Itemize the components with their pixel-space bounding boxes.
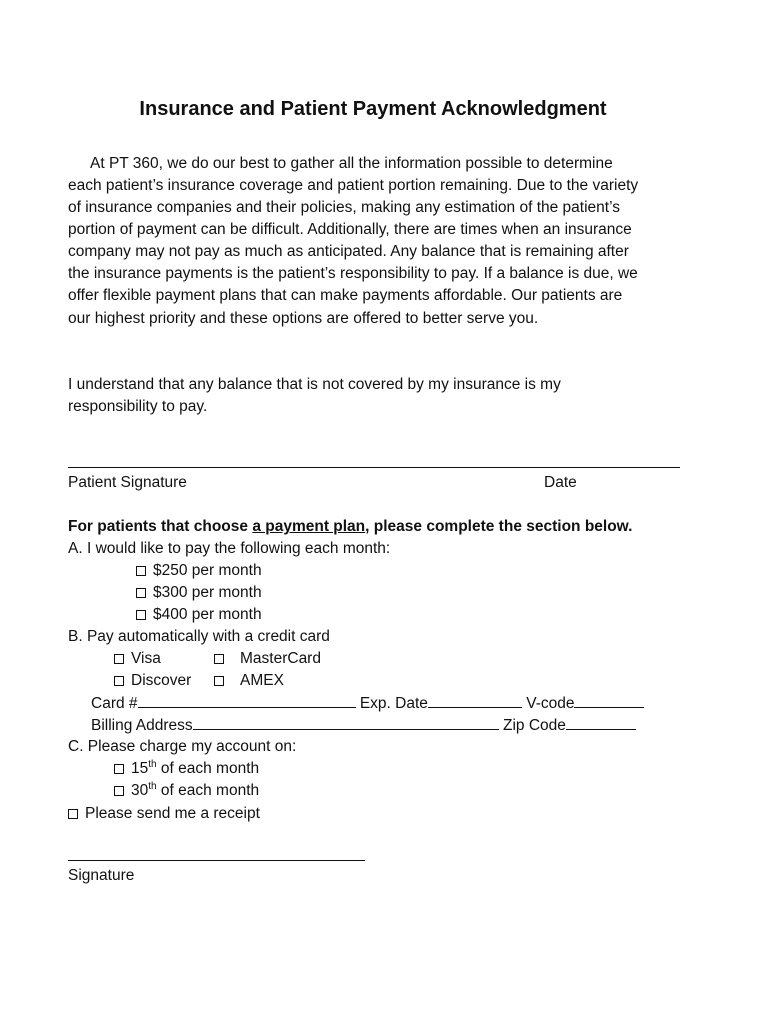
option-300-checkbox[interactable] [136, 582, 262, 604]
exp-date-label: Exp. Date [359, 695, 428, 712]
option-label: $250 per month [153, 562, 262, 579]
card-number-field[interactable] [138, 692, 356, 708]
intro-line: of insurance companies and their policies, making any estimation of the patient’s [68, 199, 620, 216]
day-number: 15 [131, 760, 149, 777]
charge-30th-checkbox[interactable] [114, 780, 259, 802]
amex-checkbox[interactable] [214, 670, 284, 692]
form-title: Insurance and Patient Payment Acknowledgment [139, 98, 607, 120]
card-label: AMEX [240, 672, 284, 689]
intro-line: portion of payment can be difficult. Additionally, there are times when an insurance [68, 221, 632, 238]
vcode-label: V-code [526, 695, 575, 712]
payment-plan-heading [68, 516, 632, 538]
zip-code-field[interactable] [566, 714, 636, 730]
day-number: 30 [131, 782, 149, 799]
card-label: Discover [131, 672, 192, 689]
billing-address-field[interactable] [193, 714, 499, 730]
discover-checkbox[interactable] [114, 670, 191, 692]
day-suffix: th [148, 780, 157, 792]
receipt-checkbox[interactable] [68, 803, 260, 825]
card-details-row [91, 692, 644, 715]
intro-line: At PT 360, we do our best to gather all the information possible to determine [90, 155, 613, 172]
mastercard-checkbox[interactable] [214, 648, 321, 670]
intro-line: the insurance payments is the patient’s responsibility to pay. If a balance is due, we [68, 265, 638, 282]
exp-date-field[interactable] [428, 692, 522, 708]
day-suffix: th [148, 758, 157, 770]
option-400-checkbox[interactable] [136, 604, 262, 626]
checkbox-icon[interactable] [114, 654, 124, 664]
heading-text-start: For patients that choose [68, 518, 253, 535]
checkbox-icon[interactable] [136, 610, 146, 620]
visa-checkbox[interactable] [114, 648, 161, 670]
card-number-label: Card # [91, 695, 138, 712]
checkbox-icon[interactable] [214, 654, 224, 664]
zip-code-label: Zip Code [502, 717, 566, 734]
checkbox-icon[interactable] [114, 676, 124, 686]
date-label: Date [544, 474, 577, 491]
card-label: Visa [131, 650, 161, 667]
signature-line[interactable] [68, 860, 365, 861]
option-label: $300 per month [153, 584, 262, 601]
intro-line: our highest priority and these options are offered to better serve you. [68, 310, 539, 327]
option-label: $400 per month [153, 606, 262, 623]
intro-line: company may not pay as much as anticipated. Any balance that is remaining after [68, 243, 629, 260]
checkbox-icon[interactable] [136, 566, 146, 576]
card-label: MasterCard [240, 650, 321, 667]
intro-line: each patient’s insurance coverage and patient portion remaining. Due to the variety [68, 177, 639, 194]
day-rest: of each month [156, 782, 260, 799]
checkbox-icon[interactable] [214, 676, 224, 686]
acknowledge-line: I understand that any balance that is not covered by my insurance is my [68, 376, 561, 393]
intro-line: offer flexible payment plans that can make payments affordable. Our patients are [68, 287, 623, 304]
vcode-field[interactable] [574, 692, 644, 708]
receipt-label: Please send me a receipt [85, 805, 260, 822]
section-b-label: B. Pay automatically with a credit card [68, 628, 330, 645]
signature-label: Signature [68, 867, 135, 884]
heading-text-end: , please complete the section below. [365, 518, 633, 535]
patient-signature-label: Patient Signature [68, 474, 187, 491]
heading-text-underlined: a payment plan [252, 518, 366, 535]
billing-address-label: Billing Address [91, 717, 193, 734]
charge-15th-checkbox[interactable] [114, 758, 259, 780]
day-rest: of each month [156, 760, 260, 777]
section-a-label: A. I would like to pay the following each month: [68, 540, 391, 557]
billing-row [91, 714, 636, 737]
checkbox-icon[interactable] [68, 809, 78, 819]
acknowledge-line: responsibility to pay. [68, 398, 208, 415]
section-c-label: C. Please charge my account on: [68, 738, 297, 755]
option-250-checkbox[interactable] [136, 560, 262, 582]
patient-signature-line[interactable] [68, 467, 680, 468]
checkbox-icon[interactable] [136, 588, 146, 598]
checkbox-icon[interactable] [114, 786, 124, 796]
checkbox-icon[interactable] [114, 764, 124, 774]
